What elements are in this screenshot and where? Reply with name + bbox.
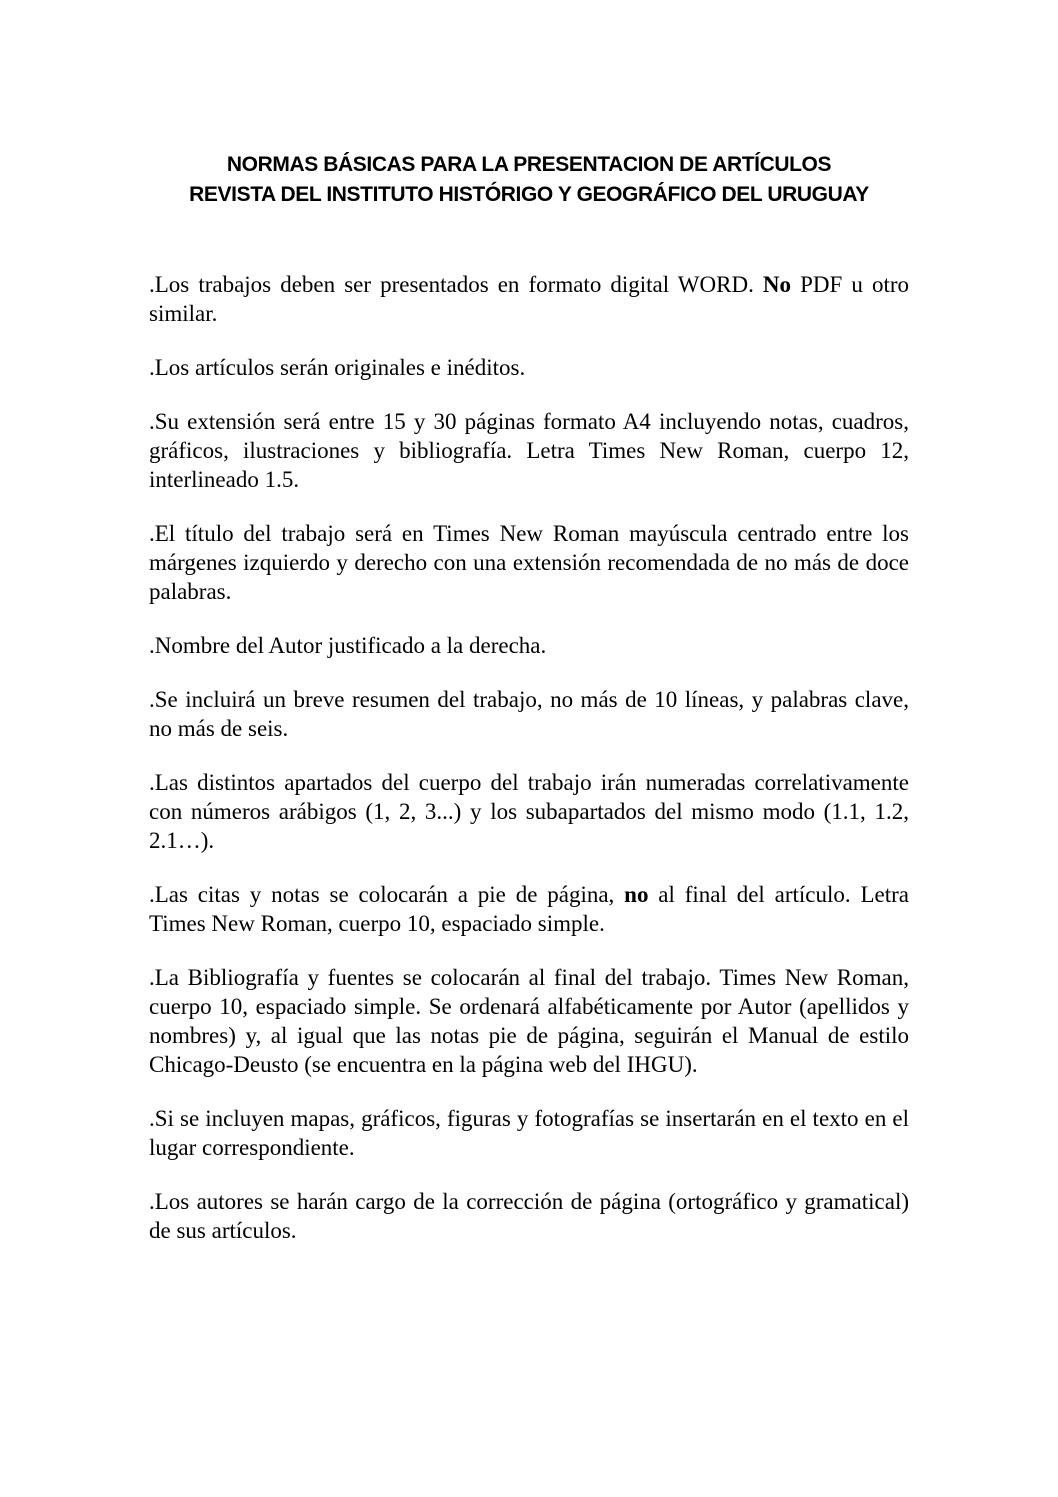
- paragraph-text-run: .Los autores se harán cargo de la corrección de página (ortográfico y gramatical) de sus artículos.: [149, 1189, 909, 1243]
- paragraph-text-run: .Las distintos apartados del cuerpo del trabajo irán numeradas correlativamente con números arábigos (1, 2, 3...) y los subapartados del mismo modo (1.1, 1.2, 2.1…).: [149, 770, 909, 853]
- paragraph-text-run: al final del artículo. Letra Times New Roman, cuerpo 10, espaciado simple.: [149, 882, 909, 936]
- paragraph-text-run: .Los artículos serán originales e inéditos.: [149, 355, 526, 380]
- paragraph: [149, 631, 909, 660]
- paragraph-text-run: .Las citas y notas se colocarán a pie de página,: [149, 882, 625, 907]
- paragraph: [149, 1104, 909, 1162]
- document-title-line-2: REVISTA DEL INSTITUTO HISTÓRIGO Y GEOGRÁFICO DEL URUGUAY: [189, 183, 869, 206]
- paragraph-text-run: .El título del trabajo será en Times New Roman mayúscula centrado entre los márgenes izquierdo y derecho con una extensión recomendada de no más de doce palabras.: [149, 521, 909, 604]
- paragraph: [149, 270, 909, 328]
- document-body: [149, 270, 909, 1245]
- paragraph: [149, 768, 909, 855]
- paragraph: [149, 519, 909, 606]
- paragraph: [149, 963, 909, 1079]
- document-title-line-1: NORMAS BÁSICAS PARA LA PRESENTACION DE ARTÍCULOS: [226, 153, 832, 176]
- paragraph-bold-run: No: [762, 272, 792, 297]
- paragraph-text-run: .Nombre del Autor justificado a la derecha.: [149, 633, 547, 658]
- paragraph: [149, 353, 909, 382]
- paragraph: [149, 880, 909, 938]
- paragraph-text-run: PDF u otro similar.: [149, 272, 909, 326]
- paragraph-text-run: .Si se incluyen mapas, gráficos, figuras y fotografías se insertarán en el texto en el lugar correspondiente.: [149, 1106, 909, 1160]
- paragraph-text-run: .Su extensión será entre 15 y 30 páginas formato A4 incluyendo notas, cuadros, gráficos, ilustraciones y bibliografía. Letra Times New Roman, cuerpo 12, interlineado 1.5.: [149, 409, 909, 492]
- paragraph: [149, 685, 909, 743]
- paragraph-bold-run: no: [624, 882, 649, 907]
- paragraph: [149, 1187, 909, 1245]
- paragraph: [149, 407, 909, 494]
- paragraph-text-run: .La Bibliografía y fuentes se colocarán al final del trabajo. Times New Roman, cuerpo 10, espaciado simple. Se ordenará alfabéticamente por Autor (apellidos y nombres) y, al igual que las notas pie de página, seguirán el Manual de estilo Chicago-Deusto (se encuentra en la página web del IHGU).: [149, 965, 909, 1077]
- paragraph-text-run: .Los trabajos deben ser presentados en formato digital WORD.: [149, 272, 763, 297]
- document-title: [149, 150, 909, 210]
- paragraph-text-run: .Se incluirá un breve resumen del trabajo, no más de 10 líneas, y palabras clave, no más de seis.: [149, 687, 909, 741]
